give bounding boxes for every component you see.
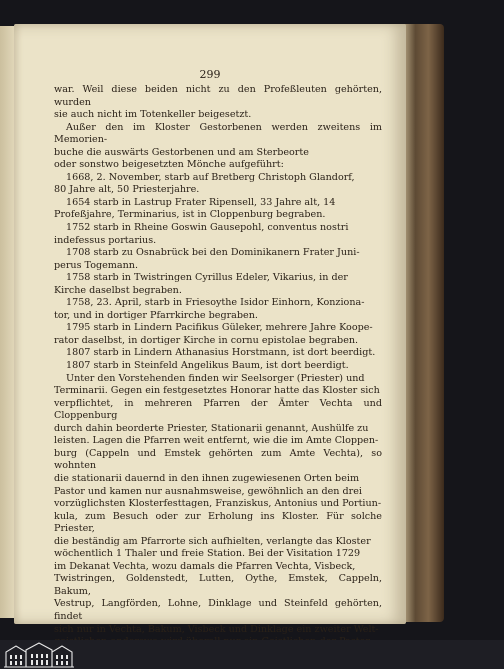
text-line: Terminarii. Gegen ein festgesetztes Honorar hatte das Kloster sich: [54, 385, 380, 397]
text-line: rator daselbst, in dortiger Kirche in cornu epistolae begraben.: [54, 334, 359, 346]
text-line: Twistringen, Goldenstedt, Lutten, Oythe, Emstek, Cappeln, Bakum,: [54, 573, 382, 597]
text-line: Pastor und kamen nur ausnahmsweise, gewöhnlich an den drei: [54, 485, 362, 497]
text-line: 1758 starb in Twistringen Cyrillus Edeler, Vikarius, in der: [66, 272, 348, 284]
text-line: 1654 starb in Lastrup Frater Ripensell, 33 Jahre alt, 14: [66, 196, 336, 208]
text-line: die beständig am Pfarrorte sich aufhielten, verlangte das Kloster: [54, 535, 371, 547]
text-line: perus Togemann.: [54, 259, 139, 271]
text-line: tor, und in dortiger Pfarrkirche begraben.: [54, 309, 258, 321]
text-line: vorzüglichsten Klosterfesttagen, Franziskus, Antonius und Portiun-: [54, 498, 382, 510]
text-line: verpflichtet, in mehreren Pfarren der Ämter Vechta und Cloppenburg: [54, 397, 382, 422]
text-line: die stationarii dauernd in den ihnen zugewiesenen Orten beim: [54, 472, 360, 484]
footer-bar: [0, 640, 504, 669]
text-line: Kirche daselbst begraben.: [54, 284, 182, 296]
text-line: oder sonstwo beigesetzten Mönche aufgeführt:: [54, 159, 284, 171]
text-line: kula, zum Besuch oder zur Erholung ins Kloster. Für solche Priester,: [54, 510, 382, 535]
text-line: Profeßjahre, Terminarius, ist in Cloppenburg begraben.: [54, 209, 326, 221]
text-line: burg (Cappeln und Emstek gehörten zum Amte Vechta), so wohnten: [54, 447, 382, 472]
text-line: Vestrup, Langförden, Lohne, Dinklage und Steinfeld gehörten, findet: [54, 598, 382, 622]
text-line: 1758, 23. April, starb in Friesoythe Isidor Einhorn, Konziona-: [66, 297, 365, 309]
body-text: [54, 84, 382, 649]
text-line: war. Weil diese beiden nicht zu den Profeßleuten gehörten, wurden: [54, 84, 382, 108]
text-line: 1795 starb in Lindern Pacifikus Güleker, mehrere Jahre Koope-: [66, 322, 373, 334]
text-line: 1807 starb in Lindern Athanasius Horstmann, ist dort beerdigt.: [66, 347, 376, 359]
text-line: 1752 starb in Rheine Goswin Gausepohl, conventus nostri: [66, 222, 349, 234]
text-line: 1708 starb zu Osnabrück bei den Dominikanern Frater Juni-: [66, 247, 360, 259]
text-line: durch dahin beorderte Priester, Stationarii genannt, Aushülfe zu: [54, 422, 369, 434]
text-line: 80 Jahre alt, 50 Priesterjahre.: [54, 184, 200, 196]
library-building-logo-icon: [4, 642, 74, 668]
left-page-edge: [0, 26, 14, 618]
text-line: sich nur in Vechta, Bakum, Visbeck und Dinklage ein zweiter Welt-: [54, 623, 379, 635]
text-line: wöchentlich 1 Thaler und freie Station. Bei der Visitation 1729: [54, 548, 361, 560]
text-line: Außer den im Kloster Gestorbenen werden zweitens im Memorien-: [54, 121, 382, 146]
text-line: leisten. Lagen die Pfarren weit entfernt, wie die im Amte Cloppen-: [54, 435, 379, 447]
text-line: 1807 starb in Steinfeld Angelikus Baum, ist dort beerdigt.: [66, 360, 349, 372]
text-line: 1668, 2. November, starb auf Bretberg Christoph Glandorf,: [66, 171, 355, 183]
text-line: im Dekanat Vechta, wozu damals die Pfarren Vechta, Visbeck,: [54, 560, 356, 572]
text-line: Unter den Vorstehenden finden wir Seelsorger (Priester) und: [66, 372, 365, 384]
text-line: buche die auswärts Gestorbenen und am Sterbeorte: [54, 146, 309, 158]
text-line: sie auch nicht im Totenkeller beigesetzt.: [54, 109, 252, 121]
text-line: indefessus portarius.: [54, 234, 157, 246]
page-number: 299: [199, 68, 221, 81]
